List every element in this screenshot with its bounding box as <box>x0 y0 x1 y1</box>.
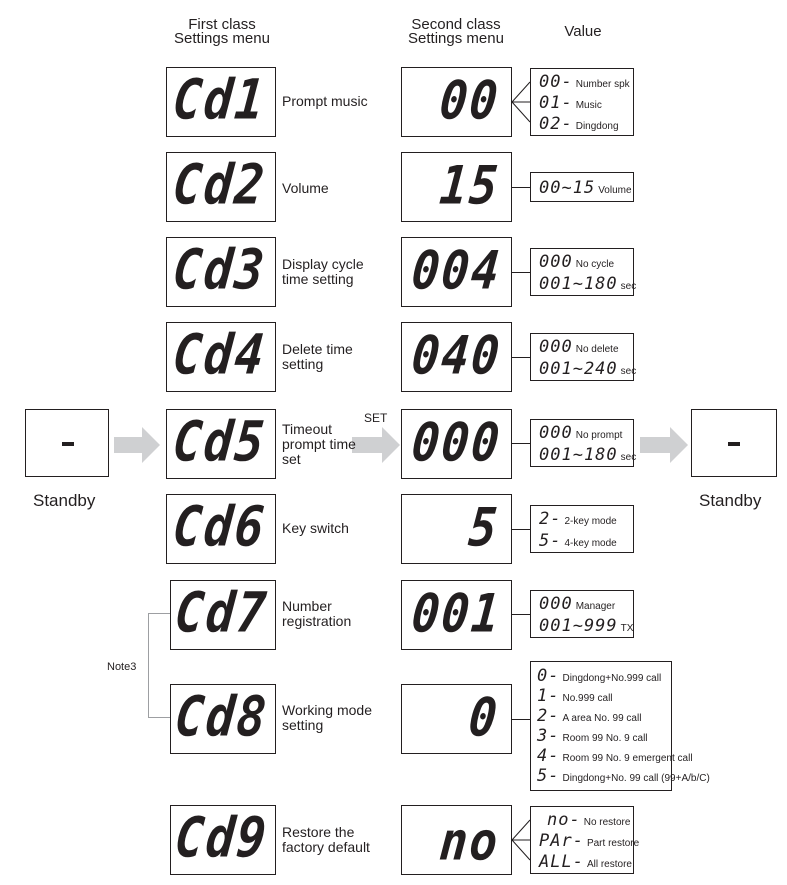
cd3-label: Display cycle time setting <box>282 256 364 287</box>
seg-code: 3- <box>537 726 560 746</box>
cd1-option-1 <box>539 93 602 113</box>
cd4-label: Delete time setting <box>282 341 353 372</box>
cd9-options <box>530 806 640 874</box>
seg-code: 02- <box>539 114 573 134</box>
option-text: sec <box>620 366 637 377</box>
cd6-code: Cd6 <box>170 494 269 560</box>
option-text: Part restore <box>586 838 640 849</box>
cd8-link-line <box>512 719 530 720</box>
value-header: Value <box>564 23 602 40</box>
cd8-option-0 <box>537 666 661 686</box>
cd8-display <box>170 684 276 754</box>
cd5-value-display <box>401 409 512 479</box>
standby-label-left: Standby <box>33 491 96 510</box>
cd4-options <box>530 333 637 381</box>
dash-segment <box>62 442 74 446</box>
cd3-option-0 <box>539 252 614 272</box>
note3-bracket <box>148 613 171 718</box>
cd9-value-display <box>401 805 512 875</box>
cd9-branch-lines <box>511 808 531 874</box>
cd3-link-line <box>512 272 530 273</box>
standby-display-left <box>25 409 109 477</box>
cd3-option-1 <box>539 274 636 294</box>
second-class-header-line2: Settings menu <box>408 30 504 47</box>
cd2-label: Volume <box>282 180 329 196</box>
seg-code: 00~15 <box>539 178 596 198</box>
cd5-label: Timeout prompt time set <box>282 421 356 467</box>
option-text: TX <box>620 623 634 634</box>
first-class-header-line2: Settings menu <box>174 30 270 47</box>
dash-segment <box>728 442 740 446</box>
cd1-option-2 <box>539 114 619 134</box>
option-text: sec <box>620 452 637 463</box>
cd9-option-2 <box>539 852 632 872</box>
seg-code: 1- <box>537 686 560 706</box>
seg-code: 000 <box>539 423 573 443</box>
seg-code: 4- <box>537 746 560 766</box>
cd4-option-0 <box>539 337 619 357</box>
seg-code: 5- <box>539 531 562 551</box>
standby-display-right <box>691 409 777 477</box>
option-text: Number spk <box>575 79 630 90</box>
cd8-option-1 <box>537 686 613 706</box>
arrow-standby-to-cd5 <box>112 425 162 465</box>
arrow-to-standby <box>638 425 690 465</box>
option-text: Manager <box>575 601 616 612</box>
option-text: No restore <box>583 817 631 828</box>
cd9-display <box>170 805 276 875</box>
cd6-display <box>166 494 276 564</box>
cd5-options <box>530 419 637 467</box>
seg-code: 0- <box>537 666 560 686</box>
set-label: SET <box>364 411 388 425</box>
cd8-label: Working mode setting <box>282 702 373 733</box>
cd2-code: Cd2 <box>170 152 269 218</box>
cd4-code: Cd4 <box>170 322 269 388</box>
cd3-display <box>166 237 276 307</box>
cd2-value-display <box>401 152 512 222</box>
seg-code: no- <box>547 810 581 830</box>
cd7-code: Cd7 <box>172 580 271 646</box>
option-text: 4-key mode <box>564 538 617 549</box>
cd5-display <box>166 409 276 479</box>
cd7-value: 001 <box>409 581 504 645</box>
cd1-code: Cd1 <box>170 67 269 133</box>
cd6-label: Key switch <box>282 520 349 536</box>
cd8-option-3 <box>537 726 648 746</box>
cd5-link-line <box>512 443 530 444</box>
cd8-option-5 <box>537 766 710 786</box>
cd4-value-display <box>401 322 512 392</box>
option-text: Room 99 No. 9 emergent call <box>562 753 693 764</box>
cd5-value: 000 <box>409 410 504 474</box>
cd8-option-2 <box>537 706 641 726</box>
option-text: No.999 call <box>562 693 613 704</box>
option-text: Dingdong+No. 99 call (99+A/b/C) <box>562 773 710 784</box>
seg-code: ALL- <box>539 852 584 872</box>
option-text: Music <box>575 100 602 111</box>
cd3-value: 004 <box>409 238 504 302</box>
seg-code: 001~240 <box>539 359 618 379</box>
option-text: Volume <box>598 185 632 196</box>
cd6-value: 5 <box>466 495 502 559</box>
option-text: All restore <box>586 859 632 870</box>
cd2-value: 15 <box>436 153 502 217</box>
option-text: Dingdong+No.999 call <box>562 673 662 684</box>
seg-code: 2- <box>539 509 562 529</box>
cd3-options <box>530 248 637 296</box>
cd6-link-line <box>512 529 530 530</box>
cd8-code: Cd8 <box>172 684 271 750</box>
seg-code: 001~180 <box>539 445 618 465</box>
cd1-label: Prompt music <box>282 93 368 109</box>
option-text: Dingdong <box>575 121 619 132</box>
cd2-display <box>166 152 276 222</box>
cd5-code: Cd5 <box>170 409 269 475</box>
cd1-options <box>530 68 634 136</box>
seg-code: 001~999 <box>539 616 618 636</box>
first-class-header <box>160 18 284 46</box>
cd6-option-0 <box>539 509 617 529</box>
cd4-value: 040 <box>409 323 504 387</box>
cd9-option-1 <box>539 831 639 851</box>
cd1-display <box>166 67 276 137</box>
option-text: A area No. 99 call <box>562 713 642 724</box>
option-text: No cycle <box>575 259 615 270</box>
cd1-branch-lines <box>511 70 531 136</box>
cd7-value-display <box>401 580 512 650</box>
option-text: No prompt <box>575 430 623 441</box>
set-arrow <box>350 425 402 465</box>
cd3-code: Cd3 <box>170 237 269 303</box>
seg-code: 001~180 <box>539 274 618 294</box>
second-class-header-line1: Second class <box>411 16 501 33</box>
cd9-label: Restore the factory default <box>282 824 370 855</box>
cd2-link-line <box>512 187 530 188</box>
cd4-option-1 <box>539 359 636 379</box>
cd6-value-display <box>401 494 512 564</box>
cd9-value: no <box>436 809 502 873</box>
cd9-option-0 <box>547 810 630 830</box>
seg-code: 2- <box>537 706 560 726</box>
standby-label-right: Standby <box>699 491 762 510</box>
cd6-options <box>530 505 634 553</box>
cd7-option-1 <box>539 616 633 636</box>
seg-code: 01- <box>539 93 573 113</box>
cd6-option-1 <box>539 531 617 551</box>
seg-code: 000 <box>539 337 573 357</box>
seg-code: 00- <box>539 72 573 92</box>
seg-code: 5- <box>537 766 560 786</box>
cd9-code: Cd9 <box>172 805 271 871</box>
cd2-options <box>530 172 634 202</box>
seg-code: 000 <box>539 594 573 614</box>
cd7-display <box>170 580 276 650</box>
cd7-link-line <box>512 614 530 615</box>
cd7-option-0 <box>539 594 615 614</box>
cd7-label: Number registration <box>282 598 352 629</box>
option-text: sec <box>620 281 637 292</box>
cd4-link-line <box>512 357 530 358</box>
seg-code: PAr- <box>539 831 584 851</box>
seg-code: 000 <box>539 252 573 272</box>
second-class-header <box>395 18 517 46</box>
cd3-value-display <box>401 237 512 307</box>
cd8-options <box>530 661 710 791</box>
cd1-value-display <box>401 67 512 137</box>
cd8-value-display <box>401 684 512 754</box>
cd8-option-4 <box>537 746 693 766</box>
option-text: 2-key mode <box>564 516 617 527</box>
cd5-option-0 <box>539 423 622 443</box>
cd1-value: 00 <box>436 68 502 132</box>
cd1-option-0 <box>539 72 630 92</box>
cd2-option-0 <box>539 178 632 198</box>
first-class-header-line1: First class <box>188 16 256 33</box>
cd7-options <box>530 590 634 638</box>
cd5-option-1 <box>539 445 636 465</box>
note3-label: Note3 <box>107 661 137 673</box>
cd4-display <box>166 322 276 392</box>
option-text: No delete <box>575 344 619 355</box>
cd8-value: 0 <box>466 685 502 749</box>
option-text: Room 99 No. 9 call <box>562 733 648 744</box>
